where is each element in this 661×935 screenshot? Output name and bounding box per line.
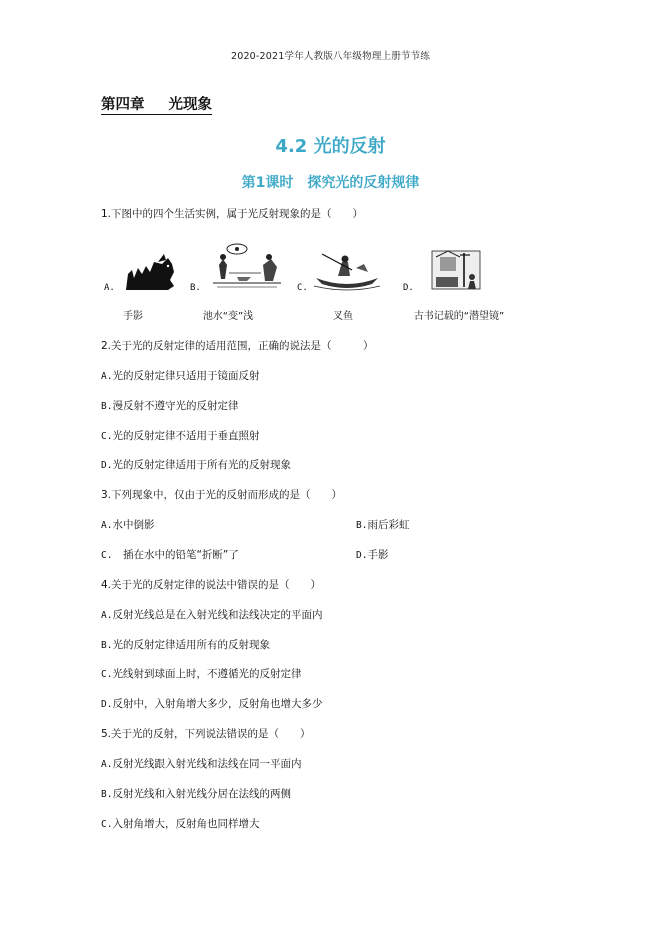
question-2-option-d: D.光的反射定律适用于所有光的反射现象 — [101, 459, 291, 471]
question-2-option-c: C.光的反射定律不适用于垂直照射 — [101, 430, 260, 442]
picture-b-caption: 池水“变”浅 — [202, 311, 254, 322]
picture-c-caption: 叉鱼 — [333, 311, 353, 322]
picture-a-letter: A. — [104, 283, 115, 293]
question-2-stem: 2.关于光的反射定律的适用范围，正确的说法是（ ） — [101, 340, 374, 352]
chapter-heading — [101, 93, 212, 114]
question-5-stem: 5.关于光的反射，下列说法错误的是（ ） — [101, 728, 311, 740]
question-3-option-a: A.水中倒影 — [101, 519, 155, 531]
question-5-option-a: A.反射光线跟入射光线和法线在同一平面内 — [101, 758, 302, 770]
lesson-subtitle: 第1课时 探究光的反射规律 — [241, 175, 420, 191]
question-4-stem: 4.关于光的反射定律的说法中错误的是（ ） — [101, 579, 322, 591]
picture-d-letter: D. — [403, 283, 414, 293]
picture-c-spear-fishing — [312, 250, 382, 292]
question-4-option-a: A.反射光线总是在入射光线和法线决定的平面内 — [101, 609, 323, 621]
picture-b-pool-water — [207, 243, 287, 291]
question-4-option-c: C.光线射到球面上时，不遵循光的反射定律 — [101, 668, 302, 680]
lesson-title: 4.2 光的反射 — [275, 136, 386, 157]
question-2-option-a: A.光的反射定律只适用于镜面反射 — [101, 370, 260, 382]
question-1-stem: 1.下图中的四个生活实例，属于光反射现象的是（ ） — [101, 208, 364, 220]
question-2-option-b: B.漫反射不遵守光的反射定律 — [101, 400, 239, 412]
question-5-option-c: C.入射角增大，反射角也同样增大 — [101, 818, 260, 830]
question-5-option-b: B.反射光线和入射光线分居在法线的两侧 — [101, 788, 291, 800]
page-header: 2020-2021学年人教版八年级物理上册节节练 — [230, 51, 431, 62]
chapter-name: 光现象 — [168, 97, 212, 113]
picture-a-hand-shadow — [118, 252, 188, 292]
question-3-stem: 3.下列现象中，仅由于光的反射而形成的是（ ） — [101, 489, 343, 501]
chapter-underline — [101, 114, 212, 115]
picture-d-periscope — [430, 247, 482, 293]
question-4-option-d: D.反射中，入射角增大多少，反射角也增大多少 — [101, 698, 323, 710]
picture-a-caption: 手影 — [123, 311, 143, 322]
question-3-option-b: B.雨后彩虹 — [356, 519, 410, 531]
picture-d-caption: 古书记载的“潜望镜” — [413, 311, 505, 322]
question-3-option-d: D.手影 — [356, 549, 389, 561]
picture-b-letter: B. — [190, 283, 201, 293]
question-4-option-b: B.光的反射定律适用所有的反射现象 — [101, 639, 270, 651]
picture-c-letter: C. — [297, 283, 308, 293]
chapter-label: 第四章 — [101, 97, 145, 113]
question-3-option-c: C. 插在水中的铅笔“折断”了 — [101, 549, 239, 561]
